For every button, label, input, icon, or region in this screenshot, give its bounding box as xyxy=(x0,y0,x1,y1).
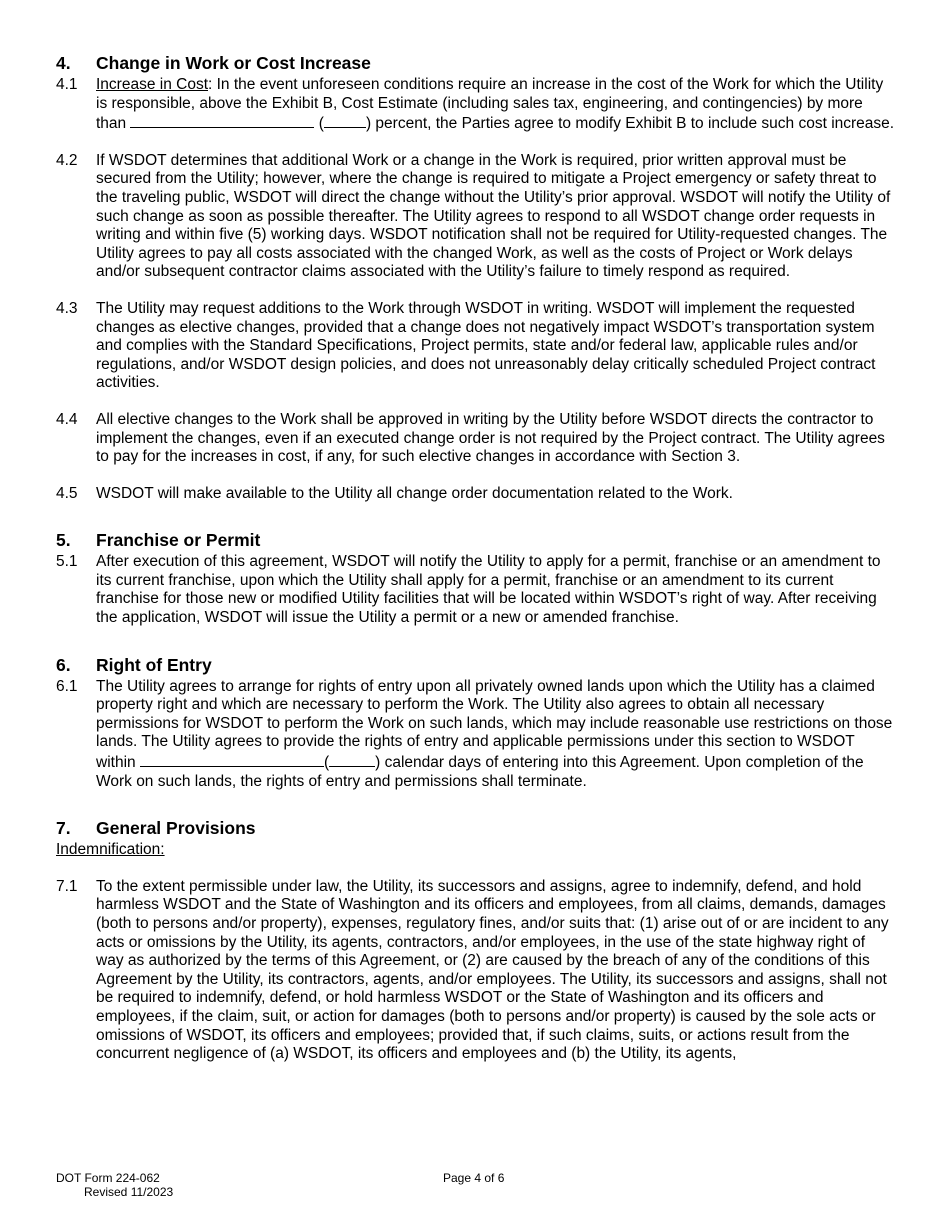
paragraph-number: 4.5 xyxy=(56,484,78,502)
inline-label: Increase in Cost xyxy=(96,76,208,93)
section-number: 6. xyxy=(56,654,71,675)
section-4-heading xyxy=(56,52,896,74)
paragraph-number: 6.1 xyxy=(56,677,78,695)
indemnification-label: Indemnification: xyxy=(56,841,165,859)
paragraph-text: : In the event unforeseen conditions require an increase in the cost of the Work for which the Utility is responsible, above the Exhibit B, Cost Estimate (including sales tax, engineering, and contingencies) by more than xyxy=(96,76,884,133)
paragraph-body: After execution of this agreement, WSDOT will notify the Utility to apply for a permit, franchise or an amendment to its current franchise, upon which the Utility shall apply for a permit, franchise or an amendment to its current franchise for those new or modified Utility facilities that will be located within WSDOT’s right of way. After receiving the application, WSDOT will issue the Utility a permit or a new or amended franchise. xyxy=(96,553,881,627)
revision-date: Revised 11/2023 xyxy=(84,1185,174,1199)
paragraph-number: 7.1 xyxy=(56,877,78,895)
section-title: Change in Work or Cost Increase xyxy=(96,53,371,73)
blank-amount-field[interactable] xyxy=(130,113,314,128)
section-title: General Provisions xyxy=(96,818,256,839)
paragraph-4-4 xyxy=(56,411,896,467)
blank-number-field[interactable] xyxy=(324,113,366,128)
paragraph-7-1 xyxy=(56,878,896,1064)
paragraph-body xyxy=(96,76,896,134)
blank-number-field[interactable] xyxy=(329,752,375,767)
paragraph-number: 4.1 xyxy=(56,76,78,93)
paragraph-text: ( xyxy=(323,754,330,772)
paragraph-4-3 xyxy=(56,300,896,393)
paragraph-body: To the extent permissible under law, the Utility, its successors and assigns, agree to indemnify, defend, and hold harmless WSDOT and the State of Washington and its officers and employees, from all claims, demands, damages (both to persons and/or property), expenses, regulatory fines, and/or suits that: (1) arise out of or are incident to any acts or omissions by the Utility, its agents, contractors, and/or employees, in the use of the state highway right of way as authorized by the terms of this Agreement, or (2) are caused by the breach of any of the conditions of this Agreement by the Utility, its contractors, agents, and/or employees. The Utility, its successors and assigns, shall not be required to indemnify, defend, or hold harmless WSDOT or the State of Washington and its officers and employees, if the claim, suit, or action for damages (both to persons and/or property) is caused by the sole acts or omissions of WSDOT, its officers and employees; provided that, if such claims, suits, or actions result from the concurrent negligence of (a) WSDOT, its officers and employees and (b) the Utility, its agents, xyxy=(96,877,889,1063)
paragraph-body: The Utility may request additions to the Work through WSDOT in writing. WSDOT will implement the requested changes as elective changes, provided that a change does not negatively impact WSDOT’s transportation system and complies with the Standard Specifications, Project permits, state and/or federal law, applicable rules and/or regulations, and/or WSDOT design policies, and does not unreasonably delay critically scheduled Project contract activities. xyxy=(96,299,876,392)
section-title: Franchise or Permit xyxy=(96,530,261,551)
blank-days-field[interactable] xyxy=(140,752,324,767)
paragraph-5-1 xyxy=(56,553,896,627)
paragraph-body: All elective changes to the Work shall be approved in writing by the Utility before WSDOT directs the contractor to implement the changes, even if an executed change order is not required by the Project contract. The Utility agrees to pay for the increases in cost, if any, for such elective changes in accordance with Section 3. xyxy=(96,410,885,466)
section-6-heading xyxy=(56,654,896,676)
paragraph-text: ) calendar days of entering into this Agreement. Upon completion of the Work on such lands, the rights of entry and permissions shall terminate. xyxy=(96,754,864,790)
section-number: 5. xyxy=(56,530,71,551)
paragraph-4-1 xyxy=(56,76,896,134)
paragraph-text: ( xyxy=(314,115,324,133)
paragraph-body: WSDOT will make available to the Utility all change order documentation related to the Work. xyxy=(96,484,733,502)
paragraph-4-5 xyxy=(56,485,896,504)
paragraph-4-2 xyxy=(56,152,896,282)
document-page xyxy=(56,52,896,1082)
section-title: Right of Entry xyxy=(96,654,212,675)
paragraph-number: 5.1 xyxy=(56,553,78,571)
section-number: 7. xyxy=(56,818,71,839)
paragraph-text: ) percent, the Parties agree to modify Exhibit B to include such cost increase. xyxy=(365,115,895,133)
paragraph-body: If WSDOT determines that additional Work or a change in the Work is required, prior written approval must be secured from the Utility; however, where the change is required to mitigate a Project emergency or safety threat to the traveling public, WSDOT will direct the change without the Utility’s prior approval. WSDOT will notify the Utility of such change as soon as possible thereafter. The Utility agrees to respond to all WSDOT change order requests in writing and within five (5) working days. WSDOT notification shall not be required for Utility-requested changes. The Utility agrees to pay all costs associated with the changed Work, as well as the costs of Project or Work delays and/or subsequent contractor claims associated with the Utility’s failure to timely respond as required. xyxy=(96,151,891,281)
paragraph-6-1 xyxy=(56,678,896,792)
section-number: 4. xyxy=(56,53,71,73)
paragraph-number: 4.3 xyxy=(56,299,78,317)
form-number: DOT Form 224-062 xyxy=(56,1171,160,1185)
paragraph-number: 4.4 xyxy=(56,410,78,428)
page-number: Page 4 of 6 xyxy=(443,1171,505,1185)
paragraph-body xyxy=(96,678,896,792)
paragraph-number: 4.2 xyxy=(56,151,78,169)
section-5-heading xyxy=(56,529,896,551)
section-7-heading xyxy=(56,817,896,839)
paragraph-text: The Utility agrees to arrange for rights of entry upon all privately owned lands upon which the Utility has a claimed property right and which are necessary to perform the Work. The Utility also agrees to obtain all necessary permissions for WSDOT to perform the Work on such lands, which may include reasonable use restrictions on those lands. The Utility agrees to provide the rights of entry and applicable permissions under this section to WSDOT within xyxy=(96,677,893,772)
